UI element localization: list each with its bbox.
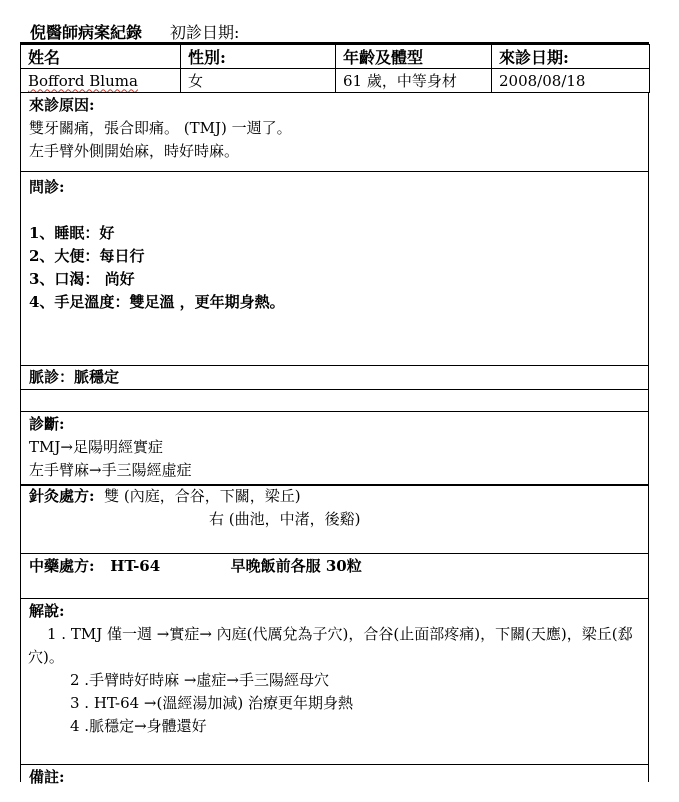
diagnosis-heading: 診斷:	[29, 415, 65, 433]
section-divider	[20, 553, 649, 554]
acupuncture-heading: 針灸處方:	[29, 487, 95, 505]
diagnosis-line: TMJ→足陽明經實症	[29, 438, 163, 456]
inquiry-item: 1、睡眠：好	[29, 224, 115, 242]
notes-section	[29, 766, 644, 789]
record-right-border	[648, 92, 649, 782]
reason-heading: 來診原因:	[29, 96, 95, 114]
pulse-text: 脈診：脈穩定	[29, 368, 120, 386]
explanation-item: 3 . HT-64 →(溫經湯加減) 治療更年期身熱	[70, 694, 353, 712]
patient-info-table	[20, 44, 650, 93]
notes-heading: 備註:	[29, 768, 65, 786]
inquiry-item: 2、大便：每日行	[29, 247, 145, 265]
age-build-column-header: 年齡及體型	[336, 45, 492, 69]
acupuncture-points-bilateral: 雙 (內庭，合谷，下關，梁丘)	[104, 487, 301, 505]
name-column-header: 姓名	[21, 45, 181, 69]
info-header-row	[21, 45, 650, 69]
reason-section	[29, 94, 644, 163]
diagnosis-section	[29, 413, 644, 482]
section-divider	[20, 598, 649, 599]
record-header	[30, 20, 239, 43]
explanation-section	[29, 600, 644, 738]
explanation-heading: 解說:	[29, 602, 65, 620]
patient-age-build: 61 歲，中等身材	[336, 69, 492, 93]
diagnosis-line: 左手臂麻→手三陽經虛症	[29, 461, 192, 479]
reason-line: 左手臂外側開始麻，時好時麻。	[29, 142, 240, 160]
section-divider	[20, 171, 649, 172]
explanation-item: 2 .手臂時好時麻 →虛症→手三陽經母穴	[70, 671, 329, 689]
record-title: 倪醫師病案紀錄	[30, 23, 143, 42]
explanation-item: 4 .脈穩定→身體還好	[70, 717, 207, 735]
visit-date-column-header: 來診日期:	[492, 45, 650, 69]
inquiry-heading: 問診:	[29, 178, 65, 196]
acupuncture-points-right: 右 (曲池，中渚，後谿)	[209, 510, 361, 528]
inquiry-item: 3、口渴： 尚好	[29, 270, 135, 288]
first-visit-date-label: 初診日期:	[170, 23, 240, 42]
section-divider	[20, 764, 649, 765]
sex-column-header: 性別:	[181, 45, 336, 69]
inquiry-section	[29, 176, 644, 314]
inquiry-item: 4、手足溫度：雙足溫 ，更年期身熱。	[29, 293, 285, 311]
explanation-item: 1 . TMJ 僅一週 →實症→ 內庭(代厲兌為子穴)，合谷(止面部疼痛)，下關(天應)，梁丘(郄穴)。	[28, 625, 633, 666]
section-divider	[20, 389, 649, 390]
herbal-dosage: 早晚飯前各服 30粒	[230, 557, 362, 575]
patient-sex: 女	[181, 69, 336, 93]
section-divider	[20, 411, 649, 412]
pulse-section	[29, 366, 644, 389]
visit-date: 2008/08/18	[492, 69, 650, 93]
reason-line: 雙牙關痛，張合即痛。 (TMJ) 一週了。	[29, 119, 292, 137]
herbal-formula: HT-64	[110, 557, 161, 575]
patient-name-cell	[21, 69, 181, 93]
herbal-heading: 中藥處方:	[29, 557, 95, 575]
acupuncture-section	[29, 485, 644, 531]
herbal-section	[29, 555, 644, 578]
info-value-row	[21, 69, 650, 93]
patient-name: Bofford Bluma	[28, 71, 138, 90]
